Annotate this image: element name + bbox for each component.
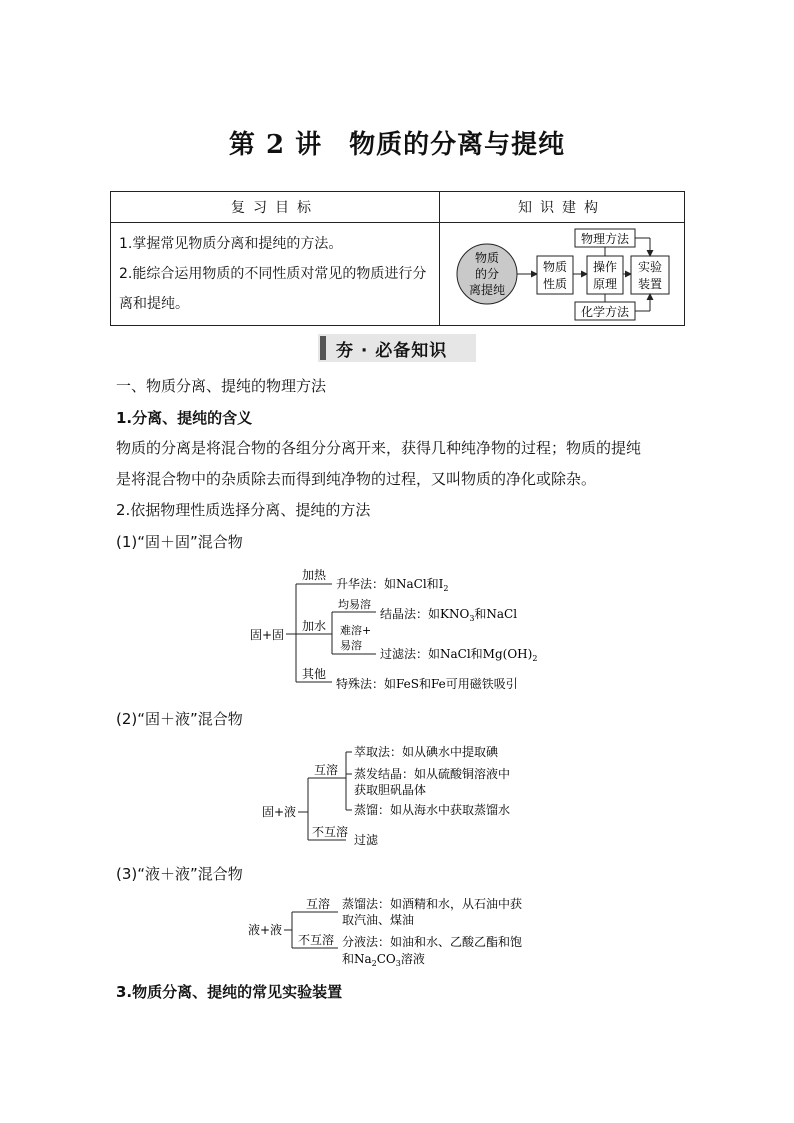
d3-mutual: 互溶 — [306, 897, 331, 911]
section-band-bar — [320, 336, 326, 360]
objectives-table — [110, 191, 685, 326]
d2-evaporation-1: 蒸发结晶：如从硫酸铜溶液中 — [354, 767, 511, 781]
liquid-liquid-diagram — [248, 892, 548, 972]
knowledge-structure-header: 知识建构 — [440, 192, 685, 223]
d3-root: 液+液 — [248, 923, 283, 937]
knowledge-mindmap — [441, 224, 685, 324]
section-band-label: 夯 · 必备知识 — [336, 341, 448, 361]
d3-distillation-1: 蒸馏法：如酒精和水，从石油中获 — [342, 897, 523, 911]
d2-immiscible: 不互溶 — [312, 825, 349, 839]
d1-crystallization: 结晶法：如$KNO_3$和NaCl — [380, 607, 518, 623]
subheading-solid-liquid: (2)“固＋液”混合物 — [116, 710, 243, 728]
solid-liquid-diagram — [262, 740, 542, 852]
section-band — [318, 334, 476, 362]
heading-meaning: 1.分离、提纯的含义 — [116, 409, 253, 427]
d1-sublimation: 升华法：如NaCl和$I_2$ — [336, 577, 449, 593]
heading-apparatus: 3.物质分离、提纯的常见实验装置 — [116, 983, 343, 1001]
d1-water: 加水 — [302, 619, 327, 633]
heading-choose-methods: 2.依据物理性质选择分离、提纯的方法 — [116, 501, 371, 519]
goal-1: 1.掌握常见物质分离和提纯的方法。 — [119, 236, 343, 252]
d1-both-soluble: 均易溶 — [338, 598, 371, 611]
mindmap-property-line-1: 物质 — [542, 260, 568, 274]
d2-filtration: 过滤 — [354, 833, 379, 847]
d3-distillation-2: 取汽油、煤油 — [342, 913, 415, 927]
mindmap-principle-line-2: 原理 — [592, 277, 618, 291]
d2-mutual: 互溶 — [314, 763, 339, 777]
mindmap-center-line-1: 物质 — [474, 251, 500, 265]
d2-root: 固+液 — [262, 805, 297, 819]
knowledge-structure-cell — [440, 223, 685, 326]
d1-filtration: 过滤法：如NaCl和$Mg(OH)_2$ — [380, 647, 538, 663]
subheading-solid-solid: (1)“固＋固”混合物 — [116, 533, 243, 551]
d1-insoluble-a: 难溶+ — [340, 624, 372, 637]
review-goals-header: 复习目标 — [111, 192, 440, 223]
mindmap-apparatus-line-1: 实验 — [637, 260, 663, 274]
d2-evaporation-2: 获取胆矾晶体 — [354, 783, 427, 797]
d1-root: 固+固 — [250, 628, 285, 642]
d2-extraction: 萃取法：如从碘水中提取碘 — [354, 745, 499, 759]
page-title: 第 2 讲 物质的分离与提纯 — [228, 130, 566, 160]
d1-insoluble-b: 易溶 — [340, 639, 362, 652]
d1-heat: 加热 — [302, 568, 327, 582]
paragraph-line-1: 物质的分离是将混合物的各组分分离开来，获得几种纯净物的过程；物质的提纯 — [116, 439, 642, 457]
mindmap-property-line-2: 性质 — [542, 277, 568, 291]
d1-special: 特殊法：如FeS和Fe可用磁铁吸引 — [336, 677, 518, 691]
goal-2: 2.能综合运用物质的不同性质对常见的物质进行分离和提纯。 — [119, 266, 427, 312]
mindmap-physical-label: 物理方法 — [580, 232, 630, 246]
review-goals-cell — [111, 223, 440, 326]
d1-other: 其他 — [302, 667, 327, 681]
mindmap-apparatus-line-2: 装置 — [637, 277, 663, 291]
mindmap-center-line-2: 的分 — [474, 267, 500, 281]
d2-distillation: 蒸馏：如从海水中获取蒸馏水 — [354, 803, 511, 817]
solid-solid-diagram — [248, 562, 558, 698]
mindmap-center-line-3: 离提纯 — [468, 283, 506, 297]
mindmap-principle-line-1: 操作 — [592, 260, 618, 274]
heading-physical-methods: 一、物质分离、提纯的物理方法 — [116, 377, 327, 395]
subheading-liquid-liquid: (3)“液＋液”混合物 — [116, 865, 243, 883]
d3-separation-1: 分液法：如油和水、乙酸乙酯和饱 — [342, 935, 523, 949]
d3-separation-2: 和$Na_2CO_3$溶液 — [342, 952, 425, 968]
d3-immiscible: 不互溶 — [298, 933, 335, 947]
mindmap-chemical-label: 化学方法 — [580, 305, 630, 319]
paragraph-line-2: 是将混合物中的杂质除去而得到纯净物的过程，又叫物质的净化或除杂。 — [116, 470, 597, 488]
